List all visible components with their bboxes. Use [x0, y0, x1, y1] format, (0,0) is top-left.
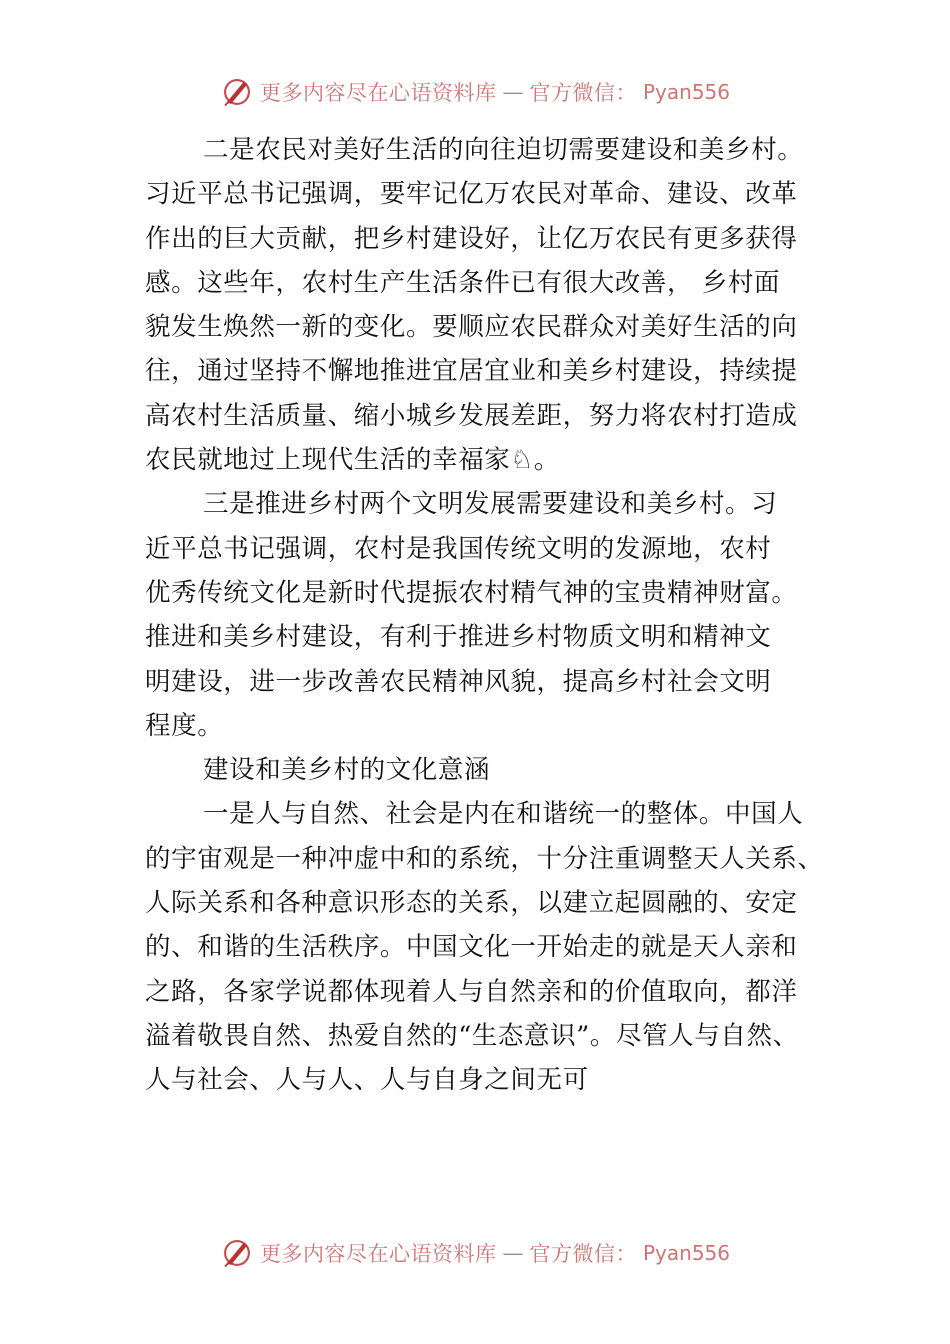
watermark-label: 官方微信： [529, 81, 637, 105]
text-line: 作出的巨大贡献，把乡村建设好，让亿万农民有更多获得 [145, 223, 798, 254]
watermark-label: 官方微信： [529, 1242, 637, 1266]
text-line: 之路，各家学说都体现着人与自然亲和的价值取向，都洋 [145, 976, 798, 1007]
text-line: 的、和谐的生活秩序。中国文化一开始走的就是天人亲和 [145, 932, 798, 963]
footer-watermark [0, 1233, 950, 1273]
text-line: 往，通过坚持不懈地推进宜居宜业和美乡村建设，持续提 [145, 356, 798, 387]
watermark-separator: — [502, 80, 524, 104]
text-line: 人与社会、人与人、人与自身之间无可 [145, 1065, 589, 1096]
text-line: 二是农民对美好生活的向往迫切需要建设和美乡村。 [203, 135, 804, 165]
text-line: 优秀传统文化是新时代提振农村精气神的宝贵精神财富。 [145, 577, 798, 608]
watermark-brand: 更多内容尽在心语资料库 [259, 81, 497, 105]
text-line: 推进和美乡村建设，有利于推进乡村物质文明和精神文 [145, 622, 772, 653]
watermark-account: Pyan556 [642, 1241, 730, 1265]
text-line: 习近平总书记强调，要牢记亿万农民对革命、建设、改革 [145, 179, 798, 210]
text-line: 农民就地过上现代生活的幸福家♘。 [145, 445, 560, 476]
text-line: 溢着敬畏自然、热爱自然的“生态意识”。尽管人与自然、 [145, 1020, 799, 1051]
watermark-account: Pyan556 [642, 80, 730, 104]
text-line: 一是人与自然、社会是内在和谐统一的整体。中国人 [203, 799, 804, 830]
text-line: 感。这些年，农村生产生活条件已有很大改善， 乡村面 [145, 267, 781, 298]
text-line: 貌发生焕然一新的变化。要顺应农民群众对美好生活的向 [145, 312, 798, 343]
text-line: 明建设，进一步改善农民精神风貌，提高乡村社会文明 [145, 666, 772, 697]
text-line: 程度。 [145, 710, 224, 741]
watermark-separator: — [502, 1241, 524, 1265]
text-line: 三是推进乡村两个文明发展需要建设和美乡村。习 [203, 489, 778, 520]
text-line: 人际关系和各种意识形态的关系，以建立起圆融的、安定 [145, 888, 798, 919]
document-body [145, 128, 845, 1103]
header-watermark [0, 72, 950, 112]
text-line: 高农村生活质量、缩小城乡发展差距，努力将农村打造成 [145, 400, 798, 431]
pen-logo-icon [220, 1236, 254, 1270]
pen-logo-icon [220, 75, 254, 109]
text-line: 近平总书记强调，农村是我国传统文明的发源地，农村 [145, 533, 772, 564]
watermark-brand: 更多内容尽在心语资料库 [259, 1242, 497, 1266]
section-heading: 建设和美乡村的文化意涵 [203, 755, 491, 786]
text-line: 的宇宙观是一种冲虚中和的系统，十分注重调整天人关系、 [145, 843, 824, 874]
